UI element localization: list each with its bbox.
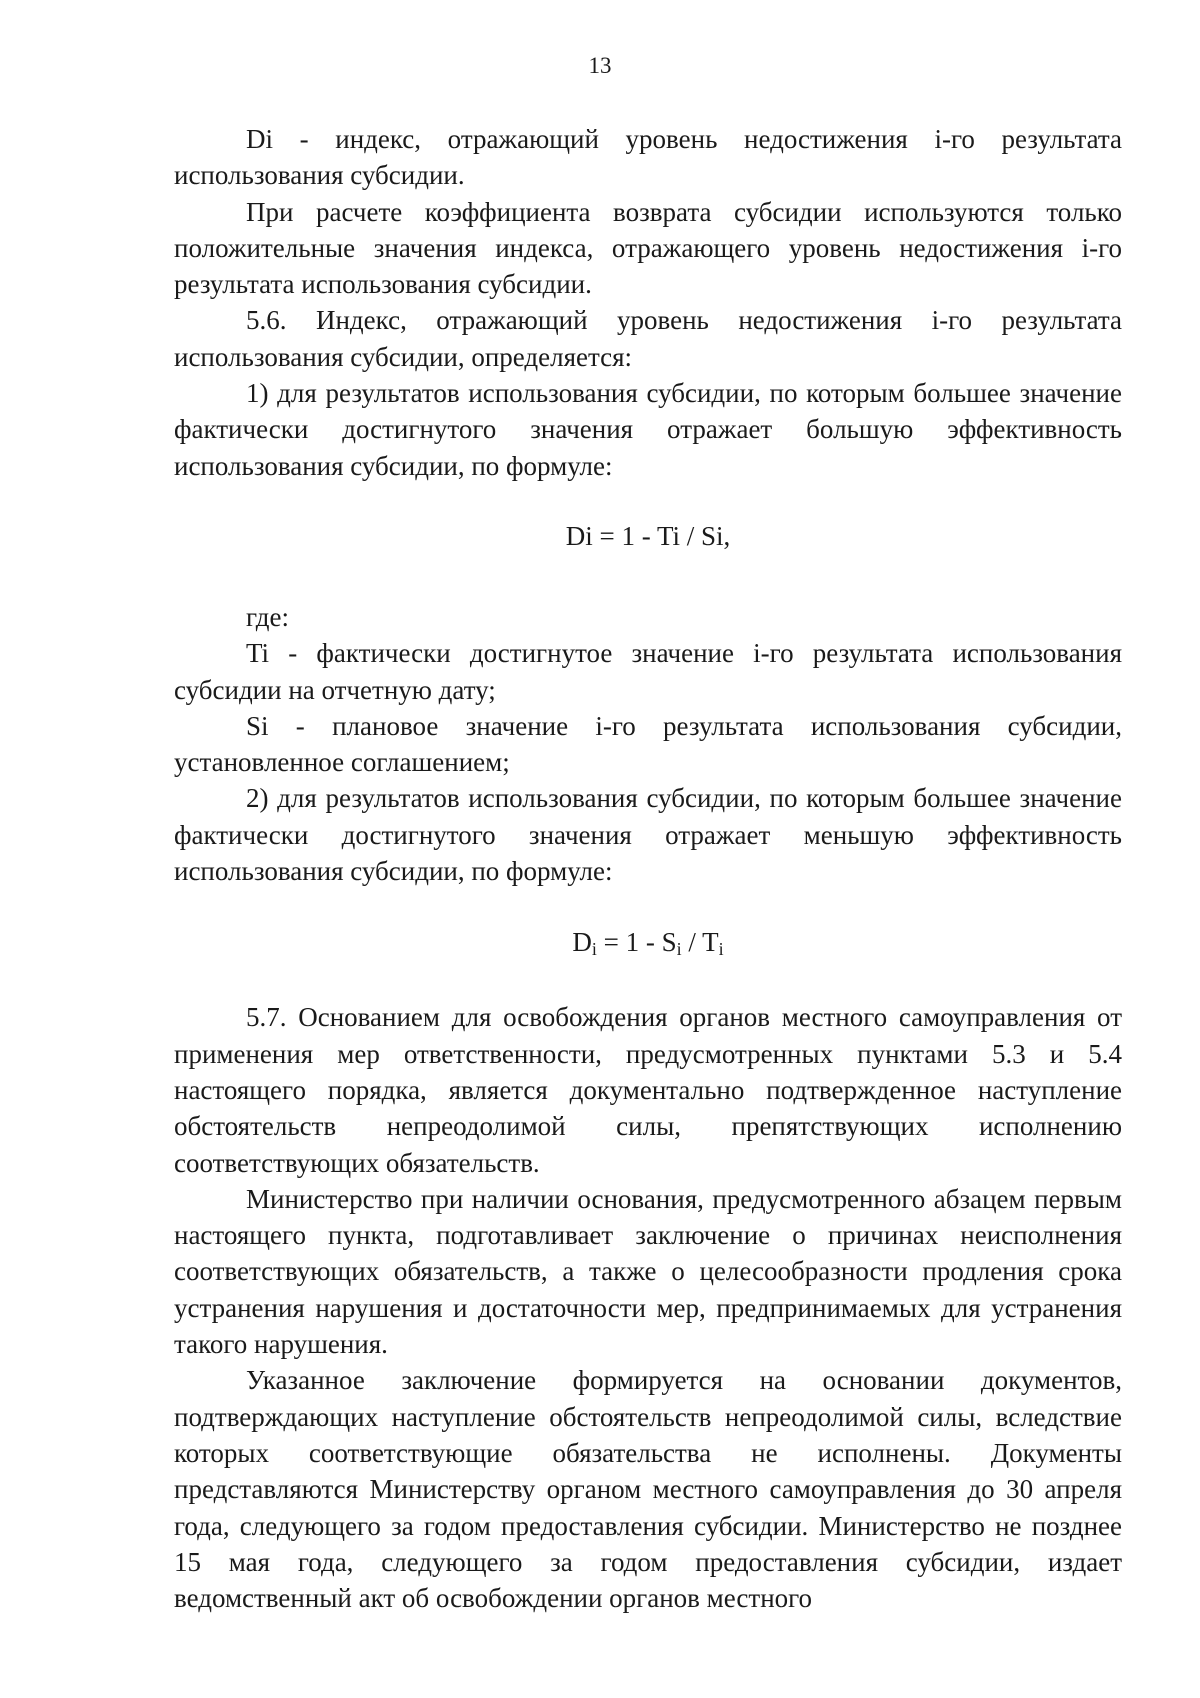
formula-2-s-subscript: i: [676, 939, 682, 960]
paragraph-case-2: 2) для результатов использования субсидии, по которым большее значение фактически достигнутого значения отражает меньшую эффективность использования субсидии, по формуле:: [174, 783, 1122, 887]
formula-2-slash-t: / T: [681, 927, 719, 958]
paragraph-5-6: 5.6. Индекс, отражающий уровень недостижения i-го результата использования субсидии, определяется:: [174, 305, 1122, 372]
paragraph-di-definition: Di - индекс, отражающий уровень недостижения i-го результата использования субсидии.: [174, 124, 1122, 191]
formula-1: Di = 1 - Ti / Si,: [565, 520, 731, 551]
formula-2-d-subscript: i: [591, 939, 597, 960]
paragraph-ministry-conclusion: Министерство при наличии основания, предусмотренного абзацем первым настоящего пункта, подготавливает заключение о причинах неисполнения соответствующих обязательств, а также о целесообразности продления срока устранения нарушения и достаточности мер, предпринимаемых для устранения такого нарушения.: [174, 1183, 1122, 1360]
paragraph-5-7: 5.7. Основанием для освобождения органов местного самоуправления от применения мер ответственности, предусмотренных пунктами 5.3 и 5.4 настоящего порядка, является документально подтвержденное наступление обстоятельств непреодолимой силы, препятствующих исполнению соответствующих обязательств.: [174, 1002, 1122, 1178]
paragraph-case-1: 1) для результатов использования субсидии, по которым большее значение фактически достигнутого значения отражает большую эффективность использования субсидии, по формуле:: [174, 378, 1122, 481]
formula-2-t-subscript: i: [718, 939, 724, 960]
document-body: [174, 121, 1122, 1616]
formula-2: [174, 924, 1122, 960]
paragraph-si-definition: Si - плановое значение i-го результата использования субсидии, установленное соглашением;: [174, 710, 1122, 778]
paragraph-return-coefficient: При расчете коэффициента возврата субсидии используются только положительные значения индекса, отражающего уровень недостижения i-го результата использования субсидии.: [174, 196, 1122, 300]
formula-2-equals-s: = 1 - S: [596, 927, 677, 958]
formula-2-d: D: [572, 927, 592, 958]
paragraph-conclusion-documents: Указанное заключение формируется на основании документов, подтверждающих наступление обстоятельств непреодолимой силы, вследствие которых соответствующие обязательства не исполнены. Документы представляются Министерству органом местного самоуправления до 30 апреля года, следующего за годом предоставления субсидии. Министерство не позднее 15 мая года, следующего за годом предоставления субсидии, издает ведомственный акт об освобождении органов местного: [174, 1365, 1122, 1614]
paragraph-where: где:: [246, 601, 289, 632]
paragraph-ti-definition: Ti - фактически достигнутое значение i-го результата использования субсидии на отчетную дату;: [174, 638, 1122, 705]
page-number: 13: [588, 53, 612, 78]
